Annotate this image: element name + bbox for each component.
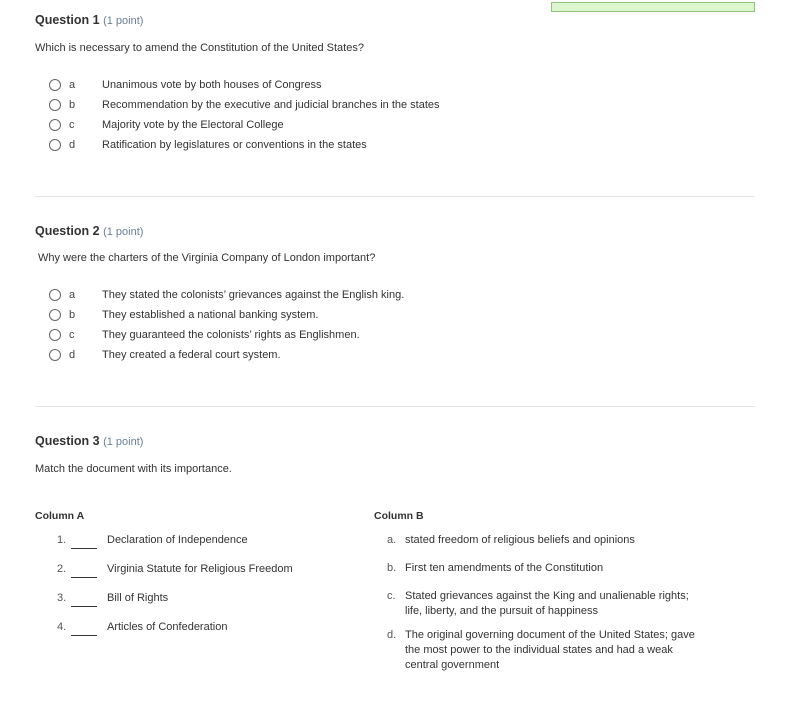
option-letter: d <box>69 349 76 361</box>
radio-button[interactable] <box>49 289 61 301</box>
option-text: Unanimous vote by both houses of Congress <box>102 79 322 91</box>
option-text: The original governing document of the United States; gave the most power to the individual states and had a weak central government <box>405 629 695 671</box>
match-option-c <box>387 589 707 619</box>
question-label: Question 2 <box>35 224 100 238</box>
column-a-header: Column A <box>35 510 85 522</box>
q2-option-b[interactable] <box>49 307 649 323</box>
q2-option-d[interactable] <box>49 347 649 363</box>
match-option-d <box>387 628 707 673</box>
option-letter: a. <box>387 534 397 546</box>
radio-button[interactable] <box>49 99 61 111</box>
match-item-4 <box>57 621 357 636</box>
option-letter: b <box>69 99 76 111</box>
column-b-header: Column B <box>374 510 424 522</box>
option-letter: b. <box>387 562 397 574</box>
q1-option-b[interactable] <box>49 97 649 113</box>
match-item-2 <box>57 563 357 578</box>
item-number: 2. <box>57 563 67 575</box>
q2-option-c[interactable] <box>49 327 649 343</box>
radio-button[interactable] <box>49 309 61 321</box>
question-2-prompt: Why were the charters of the Virginia Company of London important? <box>38 252 376 264</box>
item-text: Virginia Statute for Religious Freedom <box>107 563 293 575</box>
option-text: They stated the colonists’ grievances against the English king. <box>102 289 405 301</box>
option-text: Ratification by legislatures or conventions in the states <box>102 139 367 151</box>
item-number: 4. <box>57 621 67 633</box>
question-points: (1 point) <box>103 436 144 448</box>
q1-option-d[interactable] <box>49 137 649 153</box>
option-text: Recommendation by the executive and judicial branches in the states <box>102 99 440 111</box>
radio-button[interactable] <box>49 349 61 361</box>
progress-bar <box>551 2 755 12</box>
option-text: stated freedom of religious beliefs and opinions <box>405 534 635 546</box>
question-2-header <box>35 224 143 238</box>
item-text: Articles of Confederation <box>107 621 228 633</box>
option-letter: d. <box>387 629 397 641</box>
option-text: They guaranteed the colonists’ rights as Englishmen. <box>102 329 360 341</box>
question-1-prompt: Which is necessary to amend the Constitution of the United States? <box>35 42 364 54</box>
divider <box>35 406 755 407</box>
option-letter: a <box>69 79 76 91</box>
question-1-header <box>35 13 143 27</box>
question-points: (1 point) <box>103 226 144 238</box>
item-number: 1. <box>57 534 67 546</box>
option-letter: c. <box>387 590 396 602</box>
answer-blank[interactable] <box>71 592 97 607</box>
answer-blank[interactable] <box>71 563 97 578</box>
question-3-prompt: Match the document with its importance. <box>35 463 232 475</box>
q2-option-a[interactable] <box>49 287 649 303</box>
question-label: Question 1 <box>35 13 100 27</box>
question-3-header <box>35 434 143 448</box>
radio-button[interactable] <box>49 329 61 341</box>
option-text: Stated grievances against the King and unalienable rights; life, liberty, and the pursuit of happiness <box>405 590 689 617</box>
answer-blank[interactable] <box>71 534 97 549</box>
option-text: They created a federal court system. <box>102 349 281 361</box>
radio-button[interactable] <box>49 79 61 91</box>
item-number: 3. <box>57 592 67 604</box>
answer-blank[interactable] <box>71 621 97 636</box>
item-text: Bill of Rights <box>107 592 169 604</box>
item-text: Declaration of Independence <box>107 534 248 546</box>
question-points: (1 point) <box>103 15 144 27</box>
match-option-b <box>387 561 707 576</box>
q1-option-c[interactable] <box>49 117 649 133</box>
option-letter: d <box>69 139 76 151</box>
option-text: They established a national banking system. <box>102 309 319 321</box>
option-letter: c <box>69 329 75 341</box>
option-text: Majority vote by the Electoral College <box>102 119 284 131</box>
question-label: Question 3 <box>35 434 100 448</box>
divider <box>35 196 755 197</box>
radio-button[interactable] <box>49 139 61 151</box>
match-item-1 <box>57 534 357 549</box>
match-item-3 <box>57 592 357 607</box>
radio-button[interactable] <box>49 119 61 131</box>
option-letter: b <box>69 309 76 321</box>
option-text: First ten amendments of the Constitution <box>405 562 604 574</box>
match-option-a <box>387 533 707 548</box>
option-letter: a <box>69 289 76 301</box>
option-letter: c <box>69 119 75 131</box>
q1-option-a[interactable] <box>49 77 649 93</box>
